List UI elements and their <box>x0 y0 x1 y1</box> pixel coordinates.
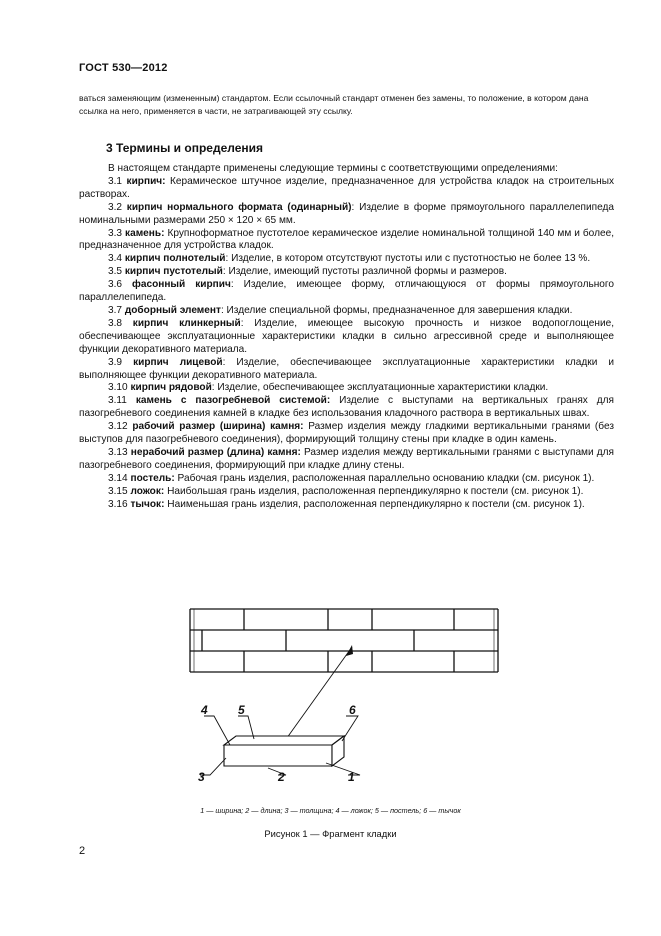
term-number: 3.3 <box>108 227 123 239</box>
term-definition: : Изделие, имеющее форму, отличающуюся от формы прямоугольного параллелепипеда. <box>79 279 614 304</box>
term-definition: Размер изделия между вертикальными гранями с выступами для пазогребневого соединения, формирующий при кладке длину стены. <box>79 446 614 471</box>
term-item <box>79 499 614 512</box>
term-number: 3.2 <box>108 201 123 213</box>
term-item <box>79 279 614 305</box>
term-definition: : Изделие, имеющий пустоты различной формы и размеров. <box>222 266 507 278</box>
term-item <box>79 228 614 254</box>
term-item <box>79 318 614 357</box>
figure-label-3: 3 <box>198 770 205 784</box>
term-number: 3.11 <box>108 395 127 407</box>
lead-paragraph: В настоящем стандарте применены следующие термины с соответствующими определениями: <box>108 163 558 174</box>
term-name: рабочий размер (ширина) камня: <box>132 421 304 433</box>
term-item <box>79 202 614 228</box>
term-definition: : Изделие, в котором отсутствуют пустоты или с пустотностью не более 13 %. <box>225 253 591 265</box>
document-header: ГОСТ 530—2012 <box>79 62 168 74</box>
term-definition: : Изделие, обеспечивающее эксплуатационные характеристики кладки и выполняющее функции декоративного материала. <box>79 356 614 381</box>
figure-label-4: 4 <box>201 703 208 717</box>
term-number: 3.15 <box>108 485 128 497</box>
term-name: камень с пазогребневой системой: <box>135 395 331 407</box>
term-item <box>79 421 614 447</box>
term-definition: : Изделие в форме прямоугольного параллелепипеда номинальными размерами 250 × 120 × 65 мм. <box>79 201 614 226</box>
figure-label-2: 2 <box>278 770 285 784</box>
intro-paragraph: ваться заменяющим (измененным) стандартом. Если ссылочный стандарт отменен без замены, то положение, в котором дана ссылка на него, применяется в части, не затрагивающей эту ссылку. <box>79 93 589 116</box>
term-number: 3.4 <box>108 253 123 265</box>
term-number: 3.14 <box>108 472 128 484</box>
figure-label-5: 5 <box>238 703 245 717</box>
section-title: 3 Термины и определения <box>106 141 264 155</box>
term-definition: Изделие с выступами на вертикальных гранях для пазогребневого соединения камней в кладке без использования кладочного раствора в вертикальных швах. <box>79 395 615 420</box>
term-item <box>79 486 614 499</box>
term-name: доборный элемент <box>124 304 221 316</box>
term-name: кирпич: <box>126 175 166 187</box>
figure-caption: Рисунок 1 — Фрагмент кладки <box>264 828 397 839</box>
term-definition: : Изделие, имеющее высокую прочность и низкое водопоглощение, обеспечивающее эксплуатационные характеристики кладки в сильно агрессивной среде и выполняющее функции декоративного материала. <box>79 317 614 355</box>
term-name: кирпич нормального формата (одинарный) <box>126 201 352 213</box>
term-number: 3.12 <box>108 421 128 433</box>
pointer-arrow <box>284 645 353 742</box>
term-name: нерабочий размер (длина) камня: <box>130 446 301 458</box>
figure-label-1: 1 <box>348 770 355 784</box>
term-definition: Рабочая грань изделия, расположенная параллельно основанию кладки (см. рисунок 1). <box>174 472 595 484</box>
term-definition: : Изделие, обеспечивающее эксплуатационные характеристики кладки. <box>211 382 549 394</box>
term-number: 3.5 <box>108 266 123 278</box>
term-definition: Керамическое штучное изделие, предназначенное для устройства кладок на строительных растворах. <box>79 175 614 200</box>
terms-list <box>79 163 614 511</box>
term-definition: Размер изделия между гладкими вертикальными гранями (без выступов для пазогребневого соединения), формирующий толщину стены при кладке в один камень. <box>79 421 614 446</box>
term-name: камень: <box>125 227 165 239</box>
term-definition: : Изделие специальной формы, предназначенное для завершения кладки. <box>220 304 573 316</box>
term-name: кирпич полнотелый <box>124 253 226 265</box>
term-number: 3.16 <box>108 498 128 510</box>
term-number: 3.7 <box>108 304 123 316</box>
page-number: 2 <box>79 845 86 857</box>
term-item <box>79 473 614 486</box>
term-item <box>79 305 614 318</box>
term-definition: Крупноформатное пустотелое керамическое изделие номинальной толщиной 140 мм и более, предназначенное для устройства кладок. <box>79 227 614 252</box>
figure-label-6: 6 <box>349 703 356 717</box>
term-name: ложок: <box>130 485 165 497</box>
single-brick <box>224 736 344 766</box>
term-definition: Наибольшая грань изделия, расположенная перпендикулярно к постели (см. рисунок 1). <box>164 485 584 497</box>
term-name: кирпич рядовой <box>130 382 212 394</box>
term-name: тычок: <box>130 498 165 510</box>
term-name: фасонный кирпич <box>132 279 231 291</box>
figure-legend: 1 — ширина; 2 — длина; 3 — толщина; 4 — ложок; 5 — постель; 6 — тычок <box>200 806 461 815</box>
term-name: постель: <box>130 472 175 484</box>
term-name: кирпич пустотелый <box>124 266 223 278</box>
masonry-wall <box>190 609 498 672</box>
term-item <box>79 357 614 383</box>
term-number: 3.8 <box>108 317 123 329</box>
term-number: 3.13 <box>108 446 128 458</box>
terms-container <box>79 176 614 512</box>
term-item <box>79 395 614 421</box>
term-number: 3.1 <box>108 175 123 187</box>
term-item <box>79 382 614 395</box>
term-number: 3.10 <box>108 382 128 394</box>
term-number: 3.9 <box>108 356 123 368</box>
masonry-figure <box>186 605 506 790</box>
term-name: кирпич клинкерный <box>132 317 241 329</box>
term-item <box>79 266 614 279</box>
term-number: 3.6 <box>108 279 123 291</box>
term-name: кирпич лицевой <box>133 356 223 368</box>
term-item <box>79 253 614 266</box>
term-definition: Наименьшая грань изделия, расположенная перпендикулярно к постели (см. рисунок 1). <box>164 498 585 510</box>
term-item <box>79 447 614 473</box>
term-item <box>79 176 614 202</box>
